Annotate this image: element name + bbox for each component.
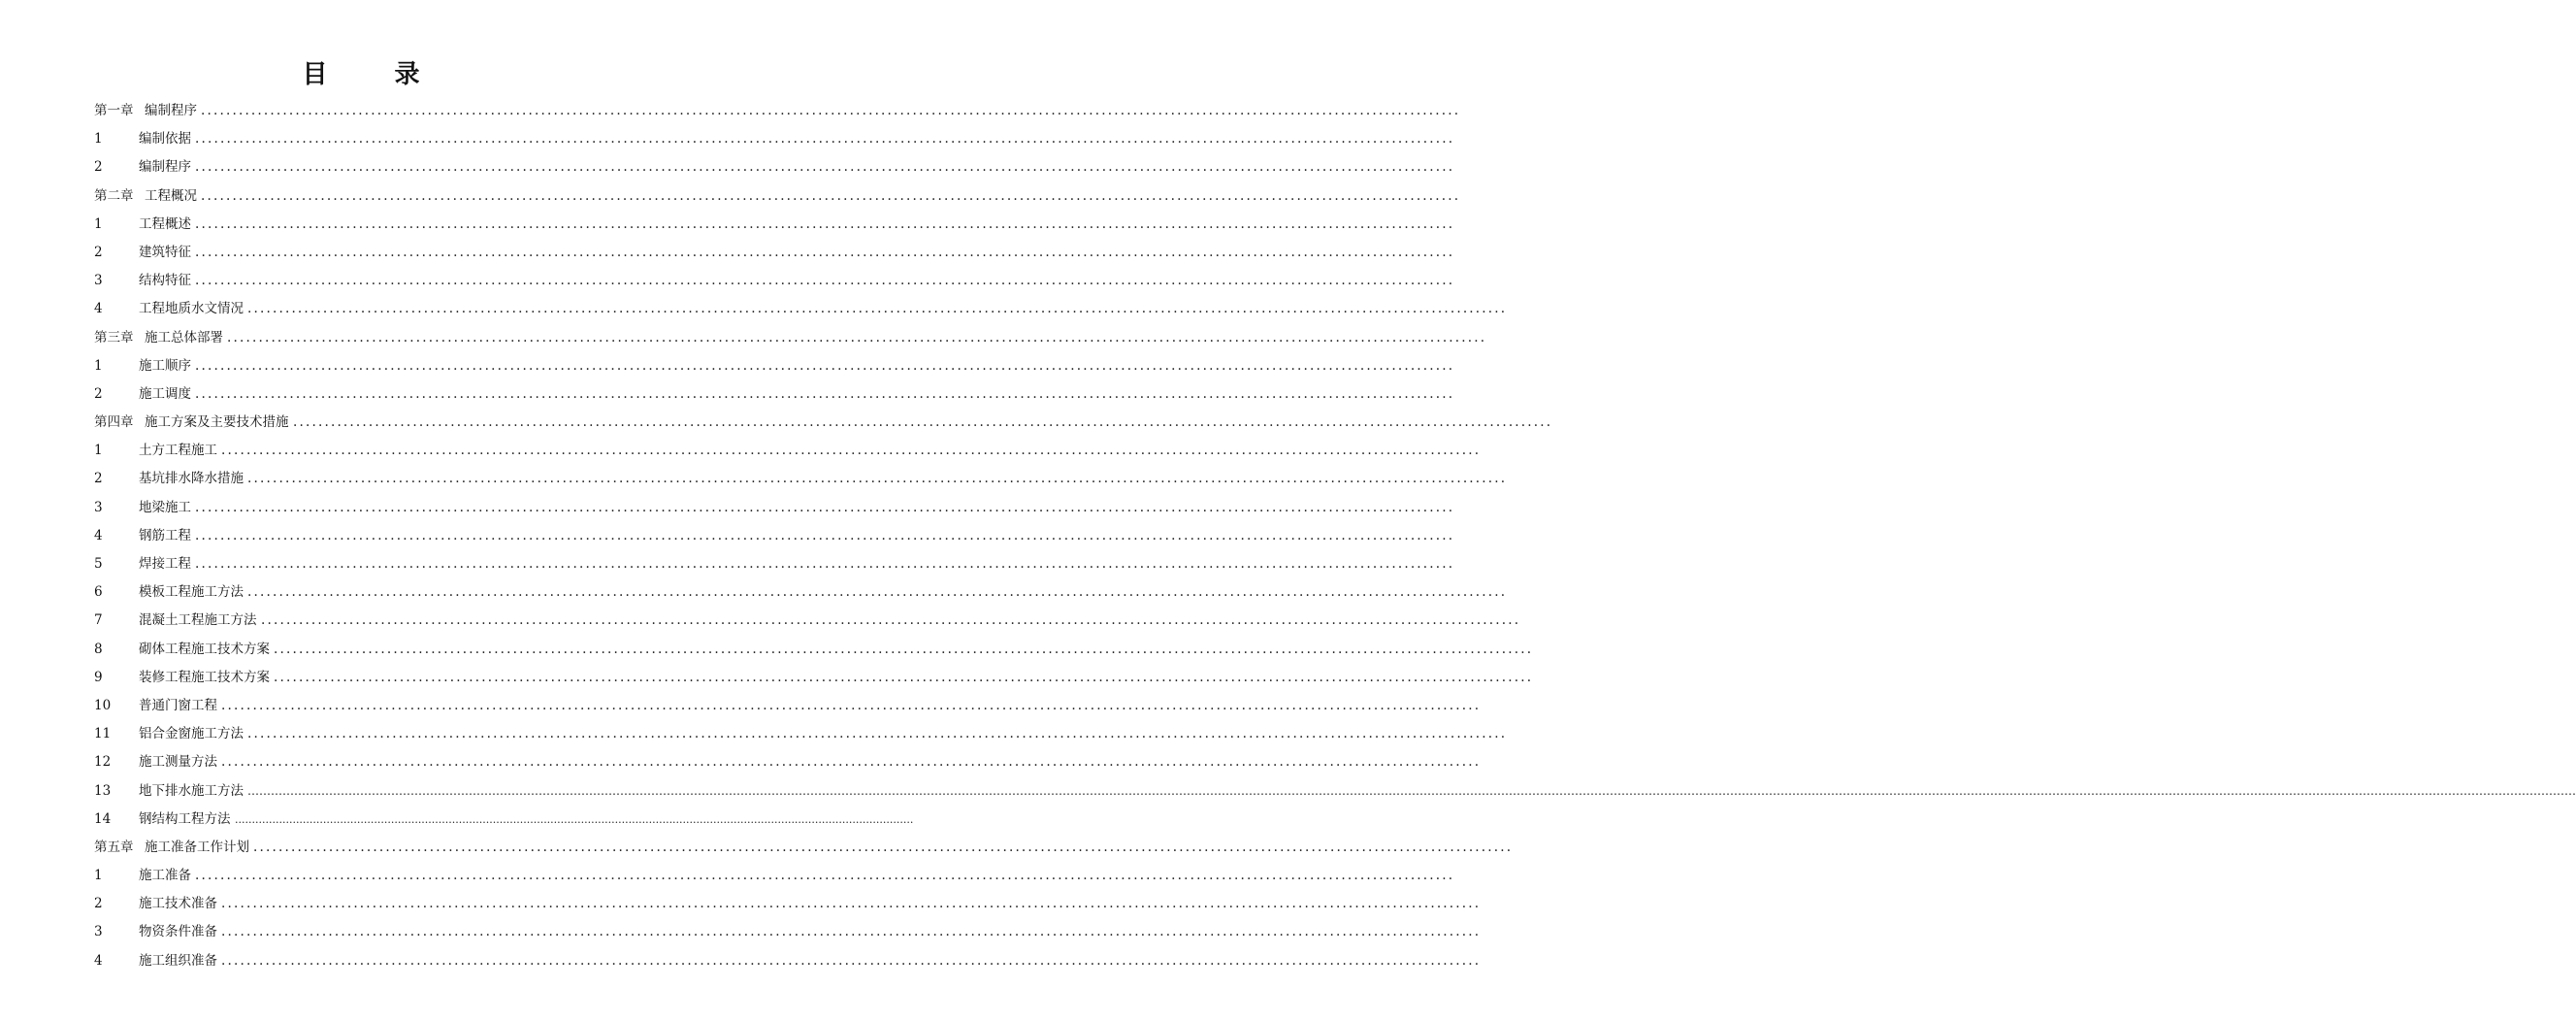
toc-entry-number: 3 [94,924,103,940]
toc-entry-label: 建筑特征 [139,244,191,260]
toc-dot-leader: ........................................................................................................................................................................................................ [221,952,1482,969]
toc-section-entry[interactable] [94,153,1455,181]
toc-entry-number: 2 [94,471,103,487]
toc-dot-leader: ........................................................................................................................................................................................................ [274,669,1534,685]
toc-entry-label: 施工顺序 [139,357,191,374]
toc-chapter-entry[interactable] [94,409,1553,437]
toc-entry-label: 钢筋工程 [139,527,191,543]
toc-dot-leader: ........................................................................................................................................................................................................ [247,301,1508,317]
toc-entry-label: 混凝土工程施工方法 [139,612,257,629]
toc-entry-label: 施工组织准备 [139,952,217,969]
toc-entry-label: 施工准备工作计划 [145,839,249,855]
toc-section-entry[interactable] [94,890,1482,918]
toc-entry-number: 第四章 [94,414,134,431]
toc-section-entry[interactable] [94,239,1455,267]
toc-entry-label: 施工技术准备 [139,896,217,912]
toc-entry-label: 地下排水施工方法 [139,782,244,799]
toc-entry-label: 编制依据 [139,131,191,148]
table-of-contents [94,97,2576,975]
toc-entry-label: 模板工程施工方法 [139,584,244,601]
toc-chapter-entry[interactable] [94,324,1487,352]
toc-section-entry[interactable] [94,636,1534,664]
toc-section-entry[interactable] [94,947,1482,975]
toc-entry-number: 4 [94,301,103,317]
toc-entry-number: 3 [94,499,103,515]
toc-entry-number: 6 [94,584,103,601]
toc-entry-number: 2 [94,385,103,402]
toc-section-entry[interactable] [94,607,1521,635]
toc-entry-label: 编制程序 [145,103,197,118]
toc-section-entry[interactable] [94,862,1455,890]
toc-entry-number: 14 [94,810,112,827]
toc-section-entry[interactable] [94,777,2576,806]
toc-section-entry[interactable] [94,664,1534,692]
toc-entry-label: 物资条件准备 [139,924,217,940]
toc-section-entry[interactable] [94,494,1455,522]
toc-dot-leader: ........................................................................................................................................................................................................ [221,443,1482,459]
toc-entry-label: 装修工程施工技术方案 [139,669,270,685]
toc-entry-label: 工程概述 [139,215,191,232]
toc-dot-leader: ........................................................................................................................................................................................................ [195,385,1455,402]
toc-entry-number: 11 [94,726,112,742]
toc-dot-leader: ........................................................................................................................................................................................................ [195,357,1455,374]
toc-section-entry[interactable] [94,918,1482,946]
toc-entry-number: 4 [94,952,103,969]
toc-entry-number: 第二章 [94,187,134,204]
toc-chapter-entry[interactable] [94,834,1514,862]
toc-dot-leader: ........................................................................................................................................................................................................ [221,697,1482,713]
toc-dot-leader: ........................................................................................................................................................................................................ [247,584,1508,601]
toc-entry-number: 9 [94,669,103,685]
toc-dot-leader: ........................................................................................................................................................................................................ [195,273,1455,289]
toc-section-entry[interactable] [94,522,1455,550]
toc-entry-number: 12 [94,754,112,771]
toc-entry-label: 铝合金窗施工方法 [139,726,244,742]
toc-chapter-entry[interactable] [94,97,1461,125]
toc-dot-leader: ........................................................................................................................................................................................................ [247,726,1508,742]
toc-dot-leader: ........................................................................................................................................................................................................ [195,556,1455,572]
toc-entry-number: 第五章 [94,839,134,855]
toc-dot-leader: ........................................................................................................................................................................................................ [293,414,1553,431]
toc-section-entry[interactable] [94,465,1508,493]
toc-chapter-entry[interactable] [94,182,1461,211]
toc-dot-leader: ........................................................................................................................................................................................................ [221,754,1482,771]
toc-entry-label: 基坑排水降水措施 [139,471,244,487]
toc-entry-number: 第一章 [94,103,134,118]
toc-dot-leader: ........................................................................................................................................................................................................ [221,896,1482,912]
toc-entry-label: 钢结构工程方法 [139,810,231,827]
toc-entry-number: 5 [94,556,103,572]
toc-entry-number: 13 [94,782,112,799]
toc-entry-label: 工程概况 [145,187,197,204]
toc-entry-label: 施工总体部署 [145,329,223,346]
toc-entry-label: 地梁施工 [139,499,191,515]
toc-entry-number: 第三章 [94,329,134,346]
toc-entry-number: 4 [94,527,103,543]
toc-dot-leader: ........................................................................................................................................................................................................ [221,924,1482,940]
toc-dot-leader: ........................................................................................................................................................................................................ [195,868,1455,884]
toc-dot-leader: ........................................................................................................................................................................................................ [274,641,1534,657]
toc-entry-number: 3 [94,273,103,289]
toc-section-entry[interactable] [94,692,1482,720]
toc-dot-leader: ........................................................................................................................................................................................................ [227,329,1487,346]
toc-entry-number: 8 [94,641,103,657]
toc-entry-number: 1 [94,868,103,884]
toc-entry-number: 10 [94,697,112,713]
toc-dot-leader: ........................................................................................................................................................................................................ [247,471,1508,487]
toc-entry-number: 1 [94,357,103,374]
toc-section-entry[interactable] [94,295,1508,323]
toc-entry-number: 7 [94,612,103,629]
toc-section-entry[interactable] [94,550,1455,578]
toc-section-entry[interactable] [94,720,1508,748]
toc-section-entry[interactable] [94,267,1455,295]
toc-dot-leader: …………………………………………………………………………………………………………………………………………………………………………………………………………………………………………………………………………………………………………………………………………………………………………………………………………………………………………………………………………………………………………………………………………………… [247,783,2576,798]
toc-dot-leader: ........................................................................................................................................................................................................ [195,159,1455,176]
toc-entry-label: 施工准备 [139,868,191,884]
toc-entry-label: 土方工程施工 [139,443,217,459]
toc-dot-leader: ........................................................................................................................................................................................................ [201,187,1461,204]
toc-entry-label: 施工调度 [139,385,191,402]
toc-section-entry[interactable] [94,211,1455,239]
toc-dot-leader: ........................................................................................................................................................................................................ [201,103,1461,118]
toc-section-entry[interactable] [94,380,1455,409]
toc-dot-leader: ........................................................................................................................................................................................................ [235,812,914,826]
toc-entry-number: 2 [94,896,103,912]
toc-dot-leader: ........................................................................................................................................................................................................ [253,839,1514,855]
toc-entry-number: 2 [94,244,103,260]
toc-entry-number: 1 [94,443,103,459]
toc-section-entry[interactable] [94,806,914,834]
toc-entry-label: 编制程序 [139,159,191,176]
toc-section-entry[interactable] [94,578,1508,607]
toc-entry-number: 1 [94,215,103,232]
toc-entry-number: 1 [94,131,103,148]
toc-entry-label: 结构特征 [139,273,191,289]
toc-dot-leader: ........................................................................................................................................................................................................ [195,244,1455,260]
toc-entry-number: 2 [94,159,103,176]
toc-entry-label: 普通门窗工程 [139,697,217,713]
toc-entry-label: 焊接工程 [139,556,191,572]
toc-dot-leader: ........................................................................................................................................................................................................ [261,612,1521,629]
toc-section-entry[interactable] [94,437,1482,465]
toc-entry-label: 施工方案及主要技术措施 [145,414,289,431]
toc-dot-leader: ........................................................................................................................................................................................................ [195,527,1455,543]
toc-entry-label: 砌体工程施工技术方案 [139,641,270,657]
toc-entry-label: 施工测量方法 [139,754,217,771]
toc-dot-leader: ........................................................................................................................................................................................................ [195,131,1455,148]
toc-section-entry[interactable] [94,125,1455,153]
toc-section-entry[interactable] [94,352,1455,380]
toc-dot-leader: ........................................................................................................................................................................................................ [195,215,1455,232]
toc-entry-label: 工程地质水文情况 [139,301,244,317]
toc-section-entry[interactable] [94,748,1482,776]
toc-title: 目 录 [302,60,449,89]
toc-dot-leader: ........................................................................................................................................................................................................ [195,499,1455,515]
